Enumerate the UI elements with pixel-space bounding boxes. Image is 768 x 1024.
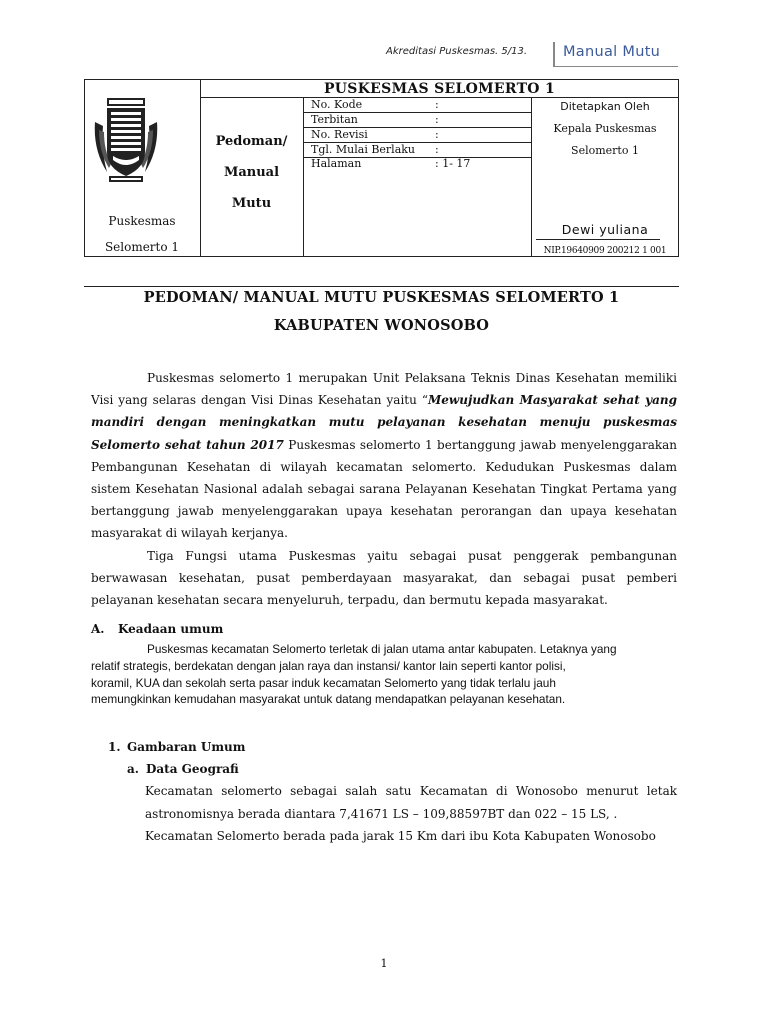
document-type-line: Mutu [231, 196, 272, 211]
section-1a-heading [127, 762, 239, 776]
meta-label: No. Revisi [311, 128, 368, 141]
meta-label: No. Kode [311, 98, 363, 111]
meta-value: 1- 17 [442, 157, 471, 170]
meta-colon: : [435, 143, 439, 156]
text-line: Kecamatan Selomerto berada pada jarak 15 Km dari ibu Kota Kabupaten Wonosobo [145, 829, 656, 843]
section-letter: A. [91, 622, 105, 636]
section-a-heading [91, 622, 224, 636]
table-divider [303, 97, 304, 257]
meta-row-halaman [311, 157, 529, 171]
document-title: PEDOMAN/ MANUAL MUTU PUSKESMAS SELOMERTO 1 [143, 289, 620, 306]
text-line: Puskesmas kecamatan Selomerto terletak di jalan utama antar kabupaten. Letaknya yang [147, 642, 617, 656]
section-letter: a. [127, 762, 139, 776]
signer-name: Dewi yuliana [561, 222, 649, 237]
org-name-line: Puskesmas [108, 214, 176, 228]
text-line: relatif strategis, berdekatan dengan jalan raya dan instansi/ kantor lain seperti kantor polisi, [91, 658, 566, 673]
meta-colon [435, 157, 470, 171]
meta-colon-char: : [435, 157, 439, 170]
header-doc-ref: Akreditasi Puskesmas. 5/13. [386, 46, 528, 57]
signature-underline [536, 239, 660, 240]
text-run: Puskesmas selomerto 1 bertanggung jawab menyelenggarakan Pembangunan Kesehatan di wilayah kecamatan selomerto. Kedudukan Puskesmas dalam sistem Kesehatan Nasional adalah sebagai sarana Pelayanan Kesehatan Tingkat Pertama yang bertanggung jawab menyelenggarakan upaya kesehatan perorangan dan upaya kesehatan masyarakat di wilayah kerjanya. [91, 437, 677, 541]
paragraph-keadaan-umum [91, 641, 677, 708]
section-number: 1. [108, 740, 121, 754]
table-title: PUSKESMAS SELOMERTO 1 [323, 81, 556, 97]
approval-block [531, 96, 679, 162]
org-name-line: Selomerto 1 [104, 240, 180, 254]
approval-line: Selomerto 1 [571, 144, 639, 157]
regency-logo [91, 90, 161, 190]
visi-statement: Mewujudkan Masyarakat sehat yang mandiri dengan meningkatkan mutu pelayanan kesehatan menuju puskesmas Selomerto sehat tahun 2017 [91, 393, 677, 452]
text-line: memungkinkan kemudahan masyarakat untuk datang mendapatkan pelayanan kesehatan. [91, 692, 566, 707]
meta-label: Tgl. Mulai Berlaku [311, 143, 416, 156]
header-underline [553, 66, 678, 67]
meta-label: Terbitan [311, 113, 358, 126]
document-type-line: Manual [223, 165, 280, 180]
section-1-heading [108, 740, 246, 754]
meta-row-kode [311, 98, 529, 112]
document-type [200, 126, 303, 219]
approval-line: Ditetapkan Oleh [560, 100, 650, 113]
meta-colon: : [435, 98, 439, 111]
meta-label: Halaman [311, 157, 362, 170]
document-type-line: Pedoman/ [215, 134, 288, 149]
section-title: Keadaan umum [118, 622, 224, 636]
signer-nip: NIP.19640909 200212 1 001 [543, 246, 667, 256]
meta-row-revisi [311, 128, 529, 142]
approval-line: Kepala Puskesmas [553, 122, 657, 135]
org-name [84, 208, 200, 260]
document-subtitle: KABUPATEN WONOSOBO [273, 317, 490, 334]
section-title: Data Geografi [146, 762, 239, 776]
section-title: Gambaran Umum [127, 740, 246, 754]
text-block: Kecamatan selomerto sebagai salah satu Kecamatan di Wonosobo menurut letak astronomisnya berada diantara 7,41671 LS – 109,88597BT dan 022 – 15 LS, . [145, 784, 677, 821]
paragraph-visi [91, 367, 677, 545]
text-run: Puskesmas selomerto 1 merupakan Unit Pelaksana Teknis Dinas Kesehatan memiliki Visi yang selaras dengan Visi Dinas Kesehatan yaitu “ [91, 371, 677, 408]
paragraph-fungsi: Tiga Fungsi utama Puskesmas yaitu sebagai pusat penggerak pembangunan berwawasan kesehatan, pusat pemberdayaan masyarakat, dan sebagai pusat pemberi pelayanan kesehatan secara menyeluruh, terpadu, dan bermutu kepada masyarakat. [91, 548, 677, 608]
intro-section [91, 367, 677, 611]
title-rule [84, 286, 679, 287]
header-title: Manual Mutu [563, 44, 661, 60]
meta-row-terbitan [311, 113, 529, 127]
meta-row-tgl [311, 143, 529, 157]
meta-colon: : [435, 128, 439, 141]
paragraph-geografi [145, 780, 677, 848]
header-divider [553, 42, 555, 66]
meta-colon: : [435, 113, 439, 126]
text-line: koramil, KUA dan sekolah serta pasar induk kecamatan Selomerto yang tidak terlalu jauh [91, 675, 556, 690]
page-number: 1 [380, 957, 388, 970]
